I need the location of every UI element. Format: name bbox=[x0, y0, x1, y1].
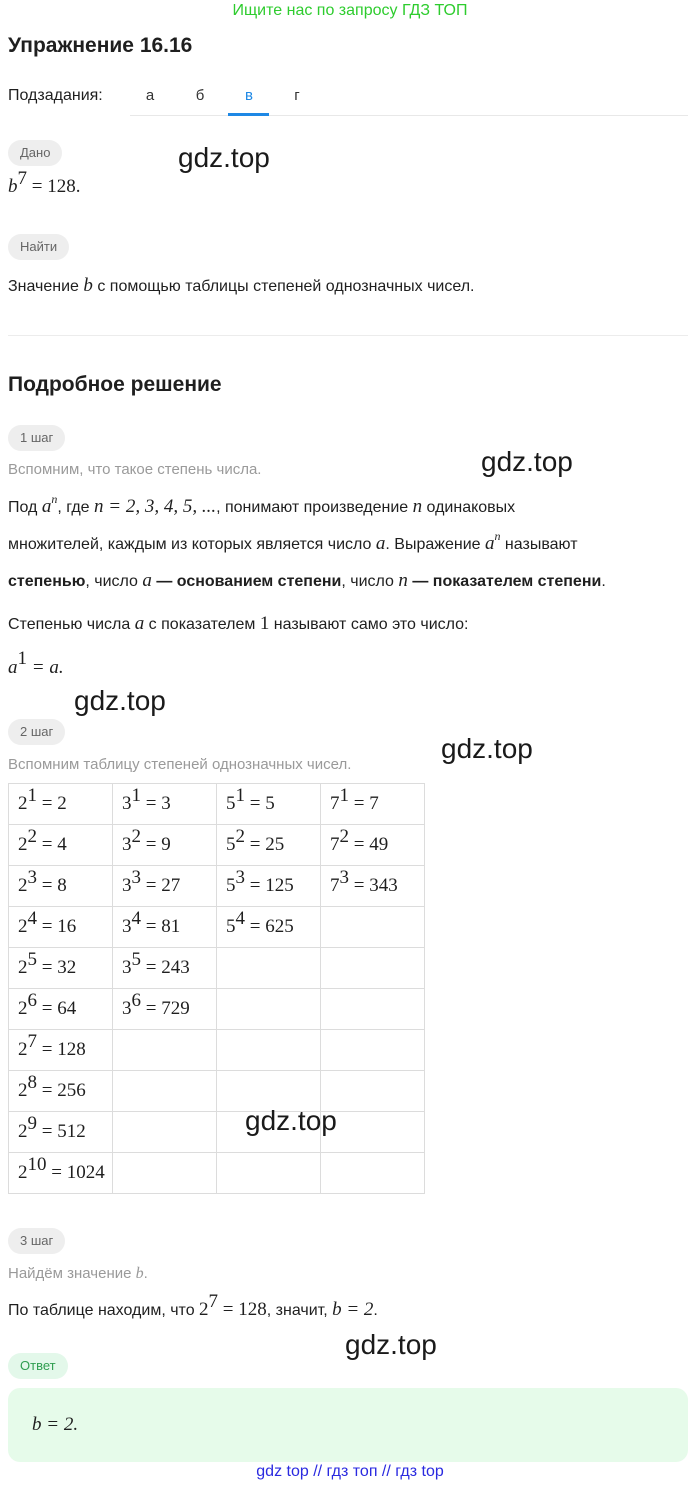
step1-text: Под $a^n$, где n = 2, 3, 4, 5, ..., понимают произведение n одинаковых множителей, каждым из которых является число a. Выражение $a^n$ называют степенью, число a — основанием степени, число n — показателем степени. bbox=[8, 491, 606, 591]
subtasks-label: Подзадания: bbox=[8, 87, 103, 104]
table-row bbox=[9, 907, 425, 948]
table-cell: $3^5 = 243$ bbox=[113, 948, 217, 989]
table-row bbox=[9, 825, 425, 866]
table-row bbox=[9, 784, 425, 825]
step1-formula: $a^1 = a$. bbox=[8, 647, 64, 678]
subtasks-divider bbox=[130, 115, 688, 116]
table-cell bbox=[321, 948, 425, 989]
table-cell: $7^1 = 7$ bbox=[321, 784, 425, 825]
answer-label: Ответ bbox=[8, 1353, 68, 1379]
table-cell bbox=[217, 1030, 321, 1071]
table-cell: $2^5 = 32$ bbox=[9, 948, 113, 989]
tab-a[interactable]: а bbox=[145, 87, 155, 104]
watermark: gdz.top bbox=[245, 1105, 337, 1136]
watermark: gdz.top bbox=[441, 733, 533, 764]
answer-box bbox=[8, 1388, 688, 1462]
table-cell bbox=[217, 948, 321, 989]
table-cell: $2^{10} = 1024$ bbox=[9, 1153, 113, 1194]
table-cell bbox=[113, 1071, 217, 1112]
table-row bbox=[9, 948, 425, 989]
section-divider bbox=[8, 335, 688, 336]
top-banner: Ищите нас по запросу ГДЗ ТОП bbox=[232, 2, 468, 19]
table-cell bbox=[321, 1030, 425, 1071]
table-row bbox=[9, 1153, 425, 1194]
table-cell bbox=[321, 907, 425, 948]
step3-text: По таблице находим, что $2^7 = 128$, значит, b = 2. bbox=[8, 1290, 378, 1320]
step1-text-2: Степенью числа a с показателем 1 называют само это число: bbox=[8, 613, 469, 634]
table-cell: $7^2 = 49$ bbox=[321, 825, 425, 866]
table-cell bbox=[113, 1030, 217, 1071]
watermark: gdz.top bbox=[178, 142, 270, 173]
watermark: gdz.top bbox=[345, 1329, 437, 1360]
table-cell: $2^3 = 8$ bbox=[9, 866, 113, 907]
table-cell: $3^3 = 27$ bbox=[113, 866, 217, 907]
step3-hint: Найдём значение b. bbox=[8, 1265, 148, 1282]
powers-table bbox=[8, 783, 425, 1194]
table-cell: $2^4 = 16$ bbox=[9, 907, 113, 948]
table-cell: $2^6 = 64$ bbox=[9, 989, 113, 1030]
step3-label: 3 шаг bbox=[8, 1228, 65, 1254]
table-cell bbox=[217, 989, 321, 1030]
answer-value: b = 2. bbox=[32, 1414, 79, 1435]
tab-b[interactable]: б bbox=[195, 87, 205, 104]
table-cell: $3^2 = 9$ bbox=[113, 825, 217, 866]
watermark: gdz.top bbox=[74, 685, 166, 716]
given-label: Дано bbox=[8, 140, 62, 166]
table-cell: $7^3 = 343$ bbox=[321, 866, 425, 907]
table-cell: $3^4 = 81$ bbox=[113, 907, 217, 948]
table-cell bbox=[217, 1153, 321, 1194]
table-cell bbox=[321, 989, 425, 1030]
table-cell: $5^3 = 125$ bbox=[217, 866, 321, 907]
table-cell: $2^1 = 2$ bbox=[9, 784, 113, 825]
watermark: gdz.top bbox=[481, 446, 573, 477]
table-cell bbox=[113, 1112, 217, 1153]
table-cell: $2^9 = 512$ bbox=[9, 1112, 113, 1153]
table-row bbox=[9, 866, 425, 907]
table-cell bbox=[321, 1153, 425, 1194]
table-cell: $2^2 = 4$ bbox=[9, 825, 113, 866]
active-tab-indicator bbox=[228, 113, 269, 116]
step1-label: 1 шаг bbox=[8, 425, 65, 451]
table-cell: $5^2 = 25$ bbox=[217, 825, 321, 866]
table-cell bbox=[113, 1153, 217, 1194]
table-cell: $5^4 = 625$ bbox=[217, 907, 321, 948]
table-row bbox=[9, 989, 425, 1030]
step1-hint: Вспомним, что такое степень числа. bbox=[8, 461, 262, 478]
solution-title: Подробное решение bbox=[8, 373, 222, 396]
page-title: Упражнение 16.16 bbox=[8, 34, 193, 57]
step2-label: 2 шаг bbox=[8, 719, 65, 745]
given-expression: $b^7 = 128$. bbox=[8, 167, 81, 197]
footer-links: gdz top // гдз топ // гдз top bbox=[256, 1463, 444, 1480]
tab-g[interactable]: г bbox=[294, 87, 300, 104]
table-cell: $3^6 = 729$ bbox=[113, 989, 217, 1030]
tab-v[interactable]: в bbox=[245, 87, 253, 104]
step2-hint: Вспомним таблицу степеней однозначных чисел. bbox=[8, 756, 352, 773]
table-row bbox=[9, 1112, 425, 1153]
table-row bbox=[9, 1030, 425, 1071]
find-label: Найти bbox=[8, 234, 69, 260]
table-cell: $2^8 = 256$ bbox=[9, 1071, 113, 1112]
table-cell: $5^1 = 5$ bbox=[217, 784, 321, 825]
table-cell: $3^1 = 3$ bbox=[113, 784, 217, 825]
table-cell: $2^7 = 128$ bbox=[9, 1030, 113, 1071]
table-row bbox=[9, 1071, 425, 1112]
find-text: Значение b с помощью таблицы степеней однозначных чисел. bbox=[8, 275, 475, 296]
